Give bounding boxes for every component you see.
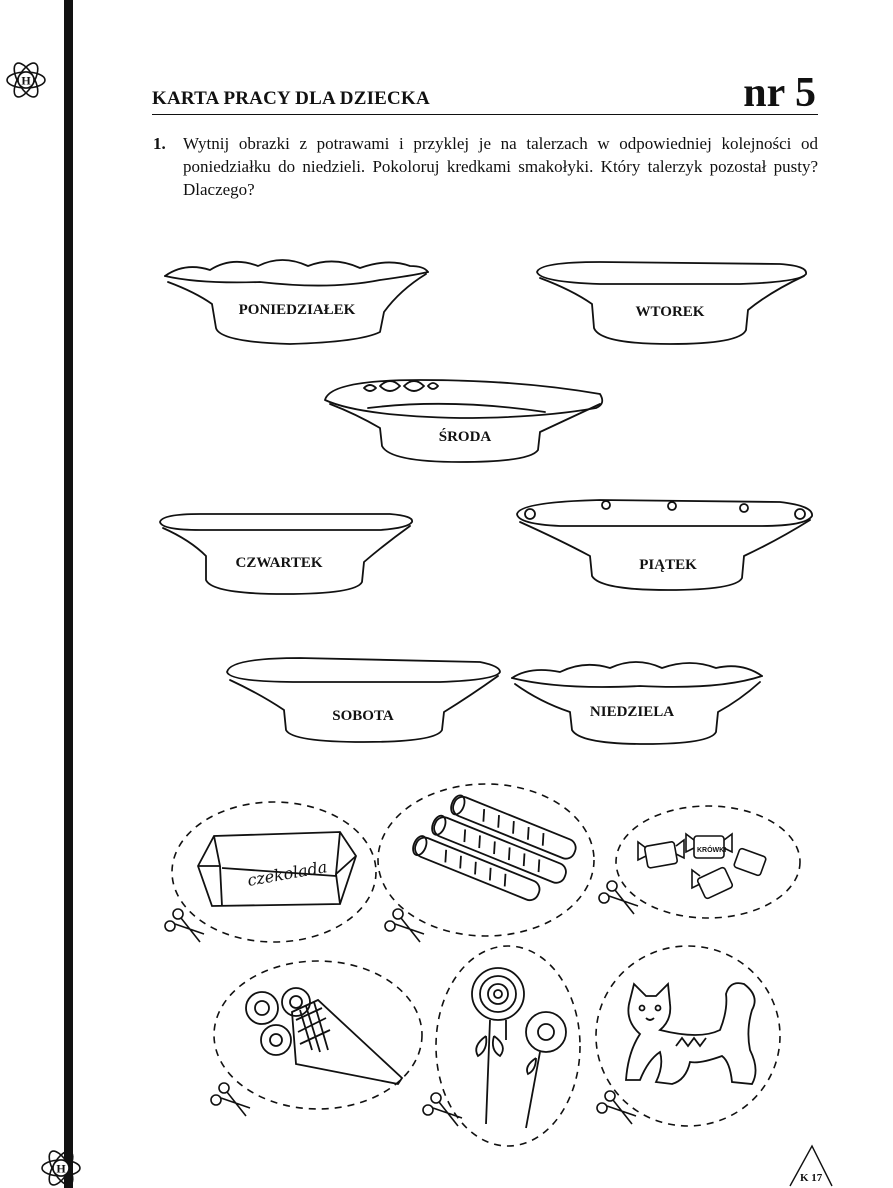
page-tag: K 17 [800,1172,823,1184]
plate-friday [517,500,812,590]
task-number: 1. [153,134,166,153]
task-text: Wytnij obrazki z potrawami i przyklej je na talerzach w odpowiedniej kolejności od poniedziałku do niedzieli. Pokoloruj kredkami smakołyki. Który talerzyk pozostał pusty? Dlaczego? [183,134,818,199]
cookie-cat-illustration [626,983,756,1084]
candy-label: KRÓWKI [697,847,727,854]
cutout-wafers [378,784,594,936]
plate-saturday [227,658,500,742]
plate-tuesday [537,262,806,344]
plate-label-sunday: NIEDZIELA [589,704,675,720]
wafers-illustration [410,786,578,910]
plate-label-tuesday: WTOREK [635,304,705,320]
worksheet-title: KARTA PRACY DLA DZIECKA [152,88,430,109]
scissors-icons [165,881,638,1126]
publisher-logo-bottom-icon [38,1146,84,1188]
plate-sunday [512,662,762,744]
plate-label-thursday: CZWARTEK [235,555,323,571]
plate-thursday [160,514,412,594]
lollipops-illustration [472,968,566,1128]
worksheet-number: nr 5 [743,70,816,116]
chocolate-label: czekolada [245,857,329,890]
candies-illustration [638,834,767,899]
ice-cream-illustration [246,988,402,1084]
plate-label-monday: PONIEDZIAŁEK [238,302,356,318]
svg-text:H: H [56,1161,66,1176]
plate-label-saturday: SOBOTA [332,708,394,724]
cutout-cookie-cat [596,946,780,1126]
plate-label-wednesday: ŚRODA [438,429,492,445]
plate-wednesday [325,380,602,462]
svg-text:H: H [21,73,31,88]
plate-label-friday: PIĄTEK [639,557,697,573]
cutout-candies [616,806,800,918]
